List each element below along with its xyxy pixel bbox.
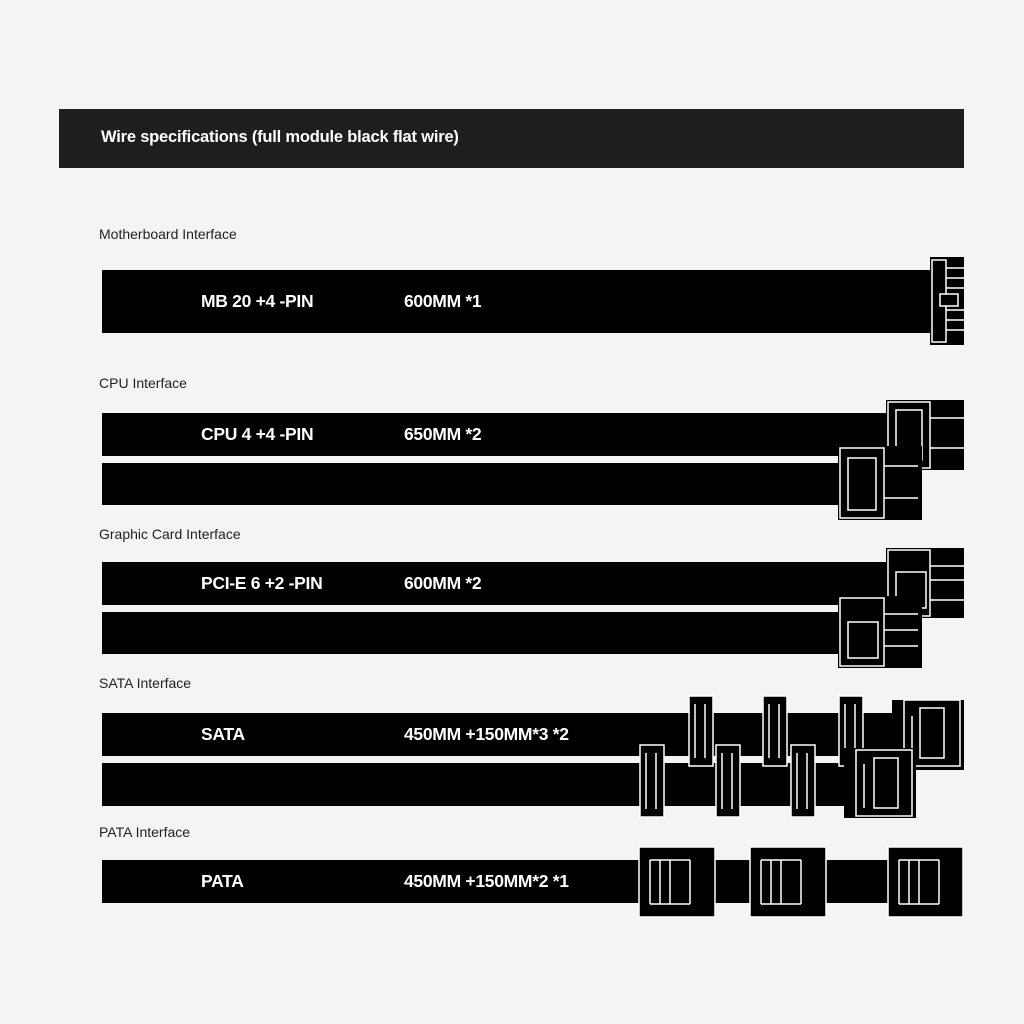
pcie-8pin-connector-icon — [838, 596, 922, 668]
page-title: Wire specifications (full module black flat wire) — [101, 128, 459, 146]
mb-24pin-connector-icon — [930, 257, 964, 345]
cpu-cable-name: CPU 4 +4 -PIN — [201, 424, 314, 444]
pcie-cable-spec: 600MM *2 — [404, 573, 482, 593]
cpu-8pin-connector-icon — [838, 446, 922, 520]
graphic-card-interface-label: Graphic Card Interface — [99, 526, 241, 542]
motherboard-interface-label: Motherboard Interface — [99, 226, 237, 242]
pata-cable-name: PATA — [201, 871, 244, 891]
sata-cable-name: SATA — [201, 724, 245, 744]
pata-cable-spec: 450MM +150MM*2 *1 — [404, 871, 569, 891]
pata-connector-icon — [639, 847, 963, 917]
sata-connector-icon — [640, 696, 863, 817]
motherboard-cable-name: MB 20 +4 -PIN — [201, 291, 314, 311]
sata-cable-spec: 450MM +150MM*3 *2 — [404, 724, 569, 744]
cpu-interface-label: CPU Interface — [99, 375, 187, 391]
sata-interface-label: SATA Interface — [99, 675, 192, 691]
pata-interface-label: PATA Interface — [99, 824, 191, 840]
cpu-cable-spec: 650MM *2 — [404, 424, 482, 444]
motherboard-cable-spec: 600MM *1 — [404, 291, 482, 311]
pcie-cable-name: PCI-E 6 +2 -PIN — [201, 573, 323, 593]
